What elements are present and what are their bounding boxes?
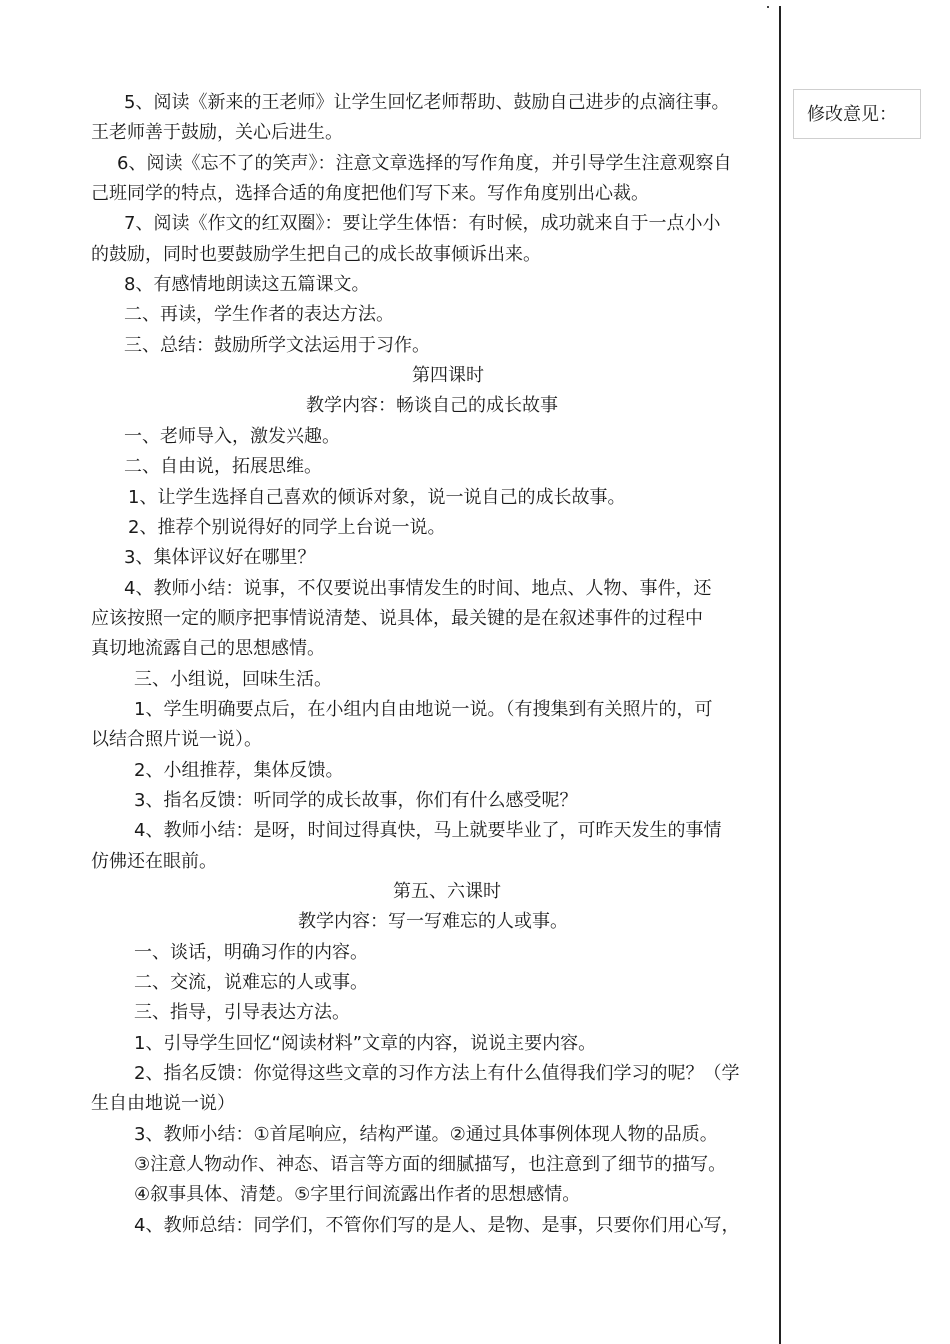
text-line: 一、谈话，明确习作的内容。	[134, 942, 368, 963]
text-line: 一、老师导入，激发兴趣。	[124, 426, 340, 447]
scan-mark	[767, 6, 769, 8]
text-line: 4、教师总结：同学们，不管你们写的是人、是物、是事，只要你们用心写，	[134, 1215, 740, 1236]
text-line: 2、指名反馈：你觉得这些文章的习作方法上有什么值得我们学习的呢？（学	[134, 1063, 740, 1084]
text-line: 2、推荐个别说得好的同学上台说一说。	[128, 517, 446, 538]
text-line: 二、自由说，拓展思维。	[124, 456, 322, 477]
text-line: 3、集体评议好在哪里？	[124, 547, 316, 568]
text-line: ④叙事具体、清楚。⑤字里行间流露出作者的思想感情。	[134, 1184, 581, 1205]
text-line: 3、教师小结：①首尾响应，结构严谨。②通过具体事例体现人物的品质。	[134, 1124, 718, 1145]
text-line: 8、有感情地朗读这五篇课文。	[124, 274, 370, 295]
text-line: 2、小组推荐，集体反馈。	[134, 760, 344, 781]
revision-comments-label: 修改意见：	[807, 104, 897, 125]
text-line: 6、阅读《忘不了的笑声》：注意文章选择的写作角度，并引导学生注意观察自	[117, 153, 732, 174]
text-line: 二、再读，学生作者的表达方法。	[124, 304, 394, 325]
text-line: 1、让学生选择自己喜欢的倾诉对象，说一说自己的成长故事。	[128, 487, 626, 508]
text-line: 1、引导学生回忆“阅读材料”文章的内容，说说主要内容。	[134, 1033, 597, 1054]
text-line: 5、阅读《新来的王老师》让学生回忆老师帮助、鼓励自己进步的点滴往事。	[124, 92, 730, 113]
text-line: 4、教师小结：说事，不仅要说出事情发生的时间、地点、人物、事件，还	[124, 578, 712, 599]
margin-divider-line	[779, 6, 781, 1344]
text-line: 三、指导，引导表达方法。	[134, 1002, 350, 1023]
text-line: 仿佛还在眼前。	[91, 851, 217, 872]
text-line: 三、小组说，回味生活。	[134, 669, 332, 690]
text-line: 的鼓励，同时也要鼓励学生把自己的成长故事倾诉出来。	[91, 244, 541, 265]
text-line: 以结合照片说一说）。	[91, 729, 262, 750]
section-heading: 第四课时	[412, 365, 484, 386]
text-line: 生自由地说一说）	[91, 1093, 235, 1114]
text-line: 三、总结：鼓励所学文法运用于习作。	[124, 335, 430, 356]
text-line: 真切地流露自己的思想感情。	[91, 638, 325, 659]
text-line: 3、指名反馈：听同学的成长故事，你们有什么感受呢？	[134, 790, 578, 811]
text-line: 王老师善于鼓励，关心后进生。	[91, 122, 343, 143]
section-subheading: 教学内容：畅谈自己的成长故事	[306, 395, 558, 416]
text-line: 己班同学的特点，选择合适的角度把他们写下来。写作角度别出心裁。	[91, 183, 649, 204]
section-heading: 第五、六课时	[393, 881, 501, 902]
text-line: 二、交流，说难忘的人或事。	[134, 972, 368, 993]
revision-comments-box[interactable]	[793, 89, 921, 139]
text-line: 4、教师小结：是呀，时间过得真快，马上就要毕业了，可昨天发生的事情	[134, 820, 722, 841]
text-line: 1、学生明确要点后，在小组内自由地说一说。（有搜集到有关照片的，可	[134, 699, 713, 720]
text-line: 7、阅读《作文的红双圈》：要让学生体悟：有时候，成功就来自于一点小小	[124, 213, 721, 234]
text-line: 应该按照一定的顺序把事情说清楚、说具体，最关键的是在叙述事件的过程中	[91, 608, 703, 629]
section-subheading: 教学内容：写一写难忘的人或事。	[298, 911, 568, 932]
text-line: ③注意人物动作、神态、语言等方面的细腻描写，也注意到了细节的描写。	[134, 1154, 727, 1175]
